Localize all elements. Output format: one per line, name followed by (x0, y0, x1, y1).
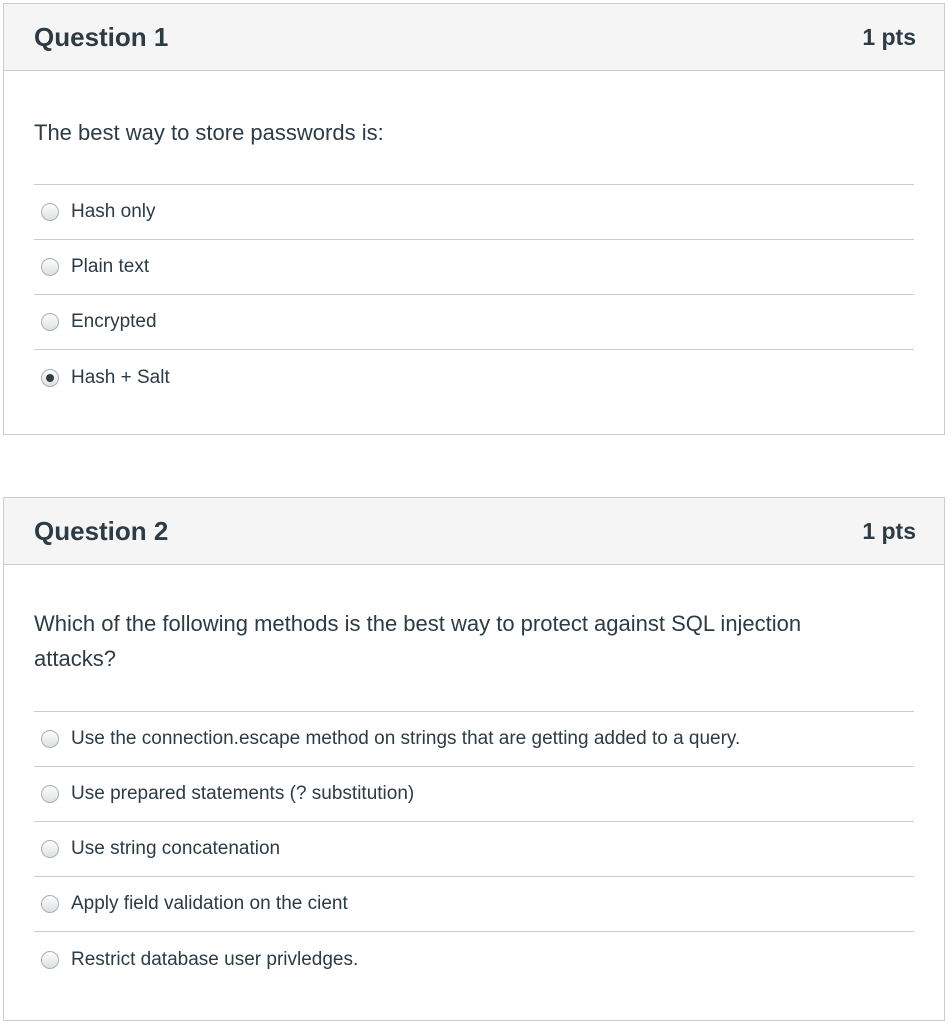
answer-option[interactable] (34, 295, 914, 350)
answer-label: Encrypted (71, 311, 157, 332)
question-body (4, 606, 944, 987)
radio-button[interactable] (41, 951, 59, 969)
question-header (4, 4, 944, 71)
answer-list (34, 184, 914, 405)
answer-option[interactable] (34, 822, 914, 877)
question-text: Which of the following methods is the best way to protect against SQL injection attacks? (34, 611, 802, 671)
radio-button[interactable] (41, 203, 59, 221)
answer-option[interactable] (34, 932, 914, 987)
answer-option[interactable] (34, 767, 914, 822)
radio-button[interactable] (41, 840, 59, 858)
answer-option[interactable] (34, 185, 914, 240)
answer-option[interactable] (34, 240, 914, 295)
answer-label: Restrict database user privledges. (71, 948, 359, 970)
answer-label: Use prepared statements (? substitution) (71, 783, 415, 804)
answer-option[interactable] (34, 350, 914, 405)
question-body (4, 115, 944, 405)
answer-label: Apply field validation on the cient (71, 893, 348, 914)
question-title: Question 1 (34, 21, 169, 52)
answer-label: Hash + Salt (71, 366, 170, 388)
radio-button[interactable] (41, 313, 59, 331)
question-header (4, 498, 944, 565)
question-card-1 (3, 3, 945, 435)
question-card-2 (3, 497, 945, 1021)
answer-label: Use the connection.escape method on strings that are getting added to a query. (71, 728, 741, 749)
answer-option[interactable] (34, 712, 914, 767)
answer-label: Use string concatenation (71, 838, 281, 859)
radio-button[interactable] (41, 895, 59, 913)
radio-button[interactable] (41, 730, 59, 748)
answer-option[interactable] (34, 877, 914, 932)
question-title: Question 2 (34, 515, 169, 546)
radio-button[interactable] (41, 258, 59, 276)
radio-button[interactable] (41, 785, 59, 803)
question-points: 1 pts (862, 517, 916, 544)
answer-list (34, 711, 914, 987)
answer-label: Hash only (71, 201, 156, 222)
question-points: 1 pts (862, 23, 916, 50)
answer-label: Plain text (71, 256, 150, 277)
radio-button[interactable] (41, 369, 59, 387)
question-text: The best way to store passwords is: (34, 120, 384, 145)
